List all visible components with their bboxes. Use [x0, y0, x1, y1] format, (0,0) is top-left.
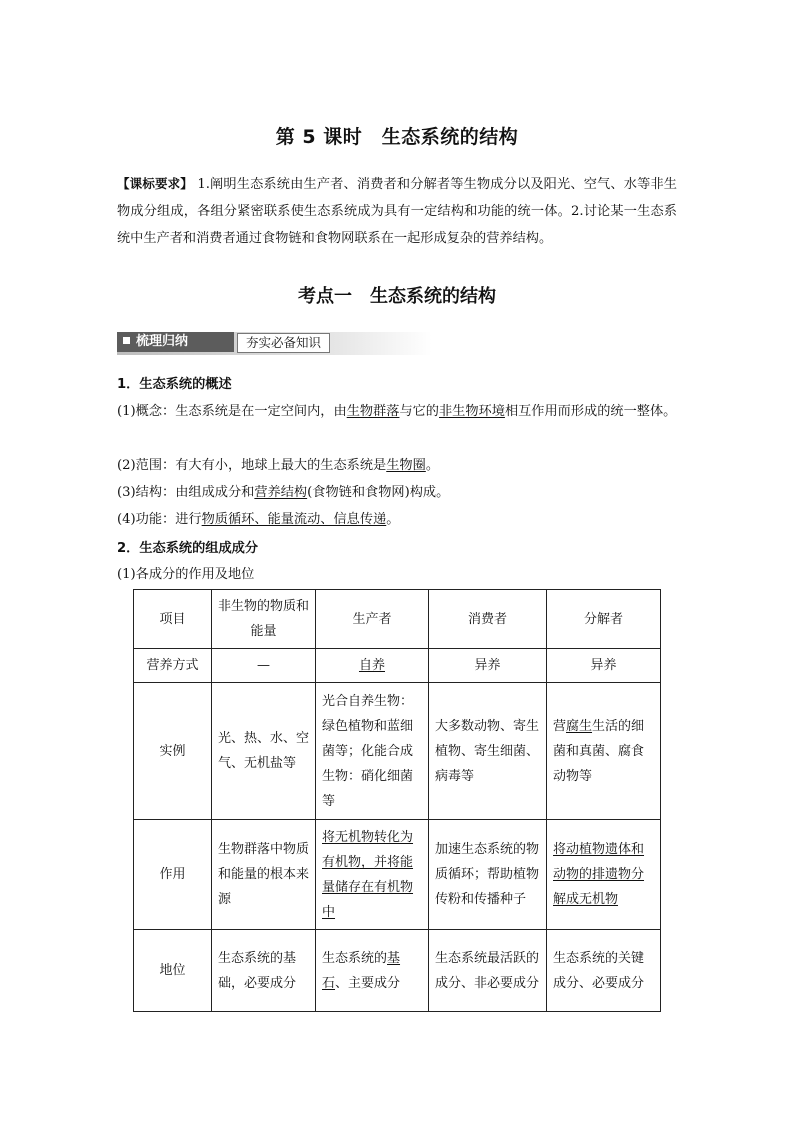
row-label: 地位 [134, 930, 212, 1012]
table-cell: 将无机物转化为有机物，并将能量储存在有机物中 [316, 820, 429, 930]
table-header-cell: 非生物的物质和能量 [212, 590, 316, 649]
table-cell: 营腐生生活的细菌和真菌、腐食动物等 [547, 683, 661, 820]
table-cell: 生态系统的关键成分、必要成分 [547, 930, 661, 1012]
table-row-position [134, 930, 661, 1012]
requirements-tag: 【课标要求】 [117, 176, 193, 191]
table-cell: 加速生态系统的物质循环；帮助植物传粉和传播种子 [429, 820, 547, 930]
subsection-heading-1: 1．生态系统的概述 [117, 377, 232, 392]
table-header-cell: 生产者 [316, 590, 429, 649]
table-cell: 异养 [429, 649, 547, 683]
square-bullet-icon [123, 337, 130, 344]
table-cell: 异养 [547, 649, 661, 683]
table-cell: 生物群落中物质和能量的根本来源 [212, 820, 316, 930]
underline-term: 营养结构 [254, 485, 308, 500]
underline-term: 物质循环、能量流动、信息传递 [201, 512, 387, 527]
table-cell: — [212, 649, 316, 683]
table-cell: 生态系统的基石、主要成分 [316, 930, 429, 1012]
function-line: (4)功能：进行物质循环、能量流动、信息传递。 [117, 512, 400, 527]
banner-label-light: 夯实必备知识 [237, 333, 330, 353]
row-label: 实例 [134, 683, 212, 820]
section-title: 考点一 生态系统的结构 [298, 286, 496, 307]
table-row-nutrition [134, 649, 661, 683]
table-header-row [134, 590, 661, 649]
range-line: (2)范围：有大有小，地球上最大的生态系统是生物圈。 [117, 458, 439, 473]
table-cell: 光合自养生物：绿色植物和蓝细菌等；化能合成生物：硝化细菌等 [316, 683, 429, 820]
table-row-example [134, 683, 661, 820]
table-caption: (1)各成分的作用及地位 [117, 567, 255, 582]
table-header-cell: 分解者 [547, 590, 661, 649]
curriculum-requirements [117, 170, 677, 252]
requirements-text: 1.阐明生态系统由生产者、消费者和分解者等生物成分以及阳光、空气、水等非生物成分组成，各组分紧密联系使生态系统成为具有一定结构和功能的统一体。2.讨论某一生态系统中生产者和消费者通过食物链和食物网联系在一起形成复杂的营养结构。 [117, 177, 677, 246]
page-title: 第 5 课时 生态系统的结构 [275, 126, 519, 148]
table-cell: 自养 [316, 649, 429, 683]
table-cell: 生态系统的基础，必要成分 [212, 930, 316, 1012]
subsection-heading-2: 2．生态系统的组成成分 [117, 541, 259, 556]
table-row-role [134, 820, 661, 930]
concept-paragraph: (1)概念：生态系统是在一定空间内，由生物群落与它的非生物环境相互作用而形成的统一整体。 [117, 404, 677, 419]
table-header-cell: 项目 [134, 590, 212, 649]
underline-term: 生物群落 [346, 404, 400, 419]
banner-label-dark: 梳理归纳 [117, 332, 234, 352]
section-banner [117, 332, 432, 355]
underline-term: 基石 [322, 950, 401, 991]
table-cell: 光、热、水、空气、无机盐等 [212, 683, 316, 820]
underline-term: 腐生 [566, 718, 593, 734]
row-label: 作用 [134, 820, 212, 930]
structure-line: (3)结构：由组成成分和营养结构(食物链和食物网)构成。 [117, 485, 450, 500]
table-cell: 大多数动物、寄生植物、寄生细菌、病毒等 [429, 683, 547, 820]
table-cell: 将动植物遗体和动物的排遗物分解成无机物 [547, 820, 661, 930]
components-table [133, 589, 661, 1012]
table-cell: 生态系统最活跃的成分、非必要成分 [429, 930, 547, 1012]
row-label: 营养方式 [134, 649, 212, 683]
underline-term: 生物圈 [386, 458, 426, 473]
table-header-cell: 消费者 [429, 590, 547, 649]
underline-term: 非生物环境 [439, 404, 505, 419]
